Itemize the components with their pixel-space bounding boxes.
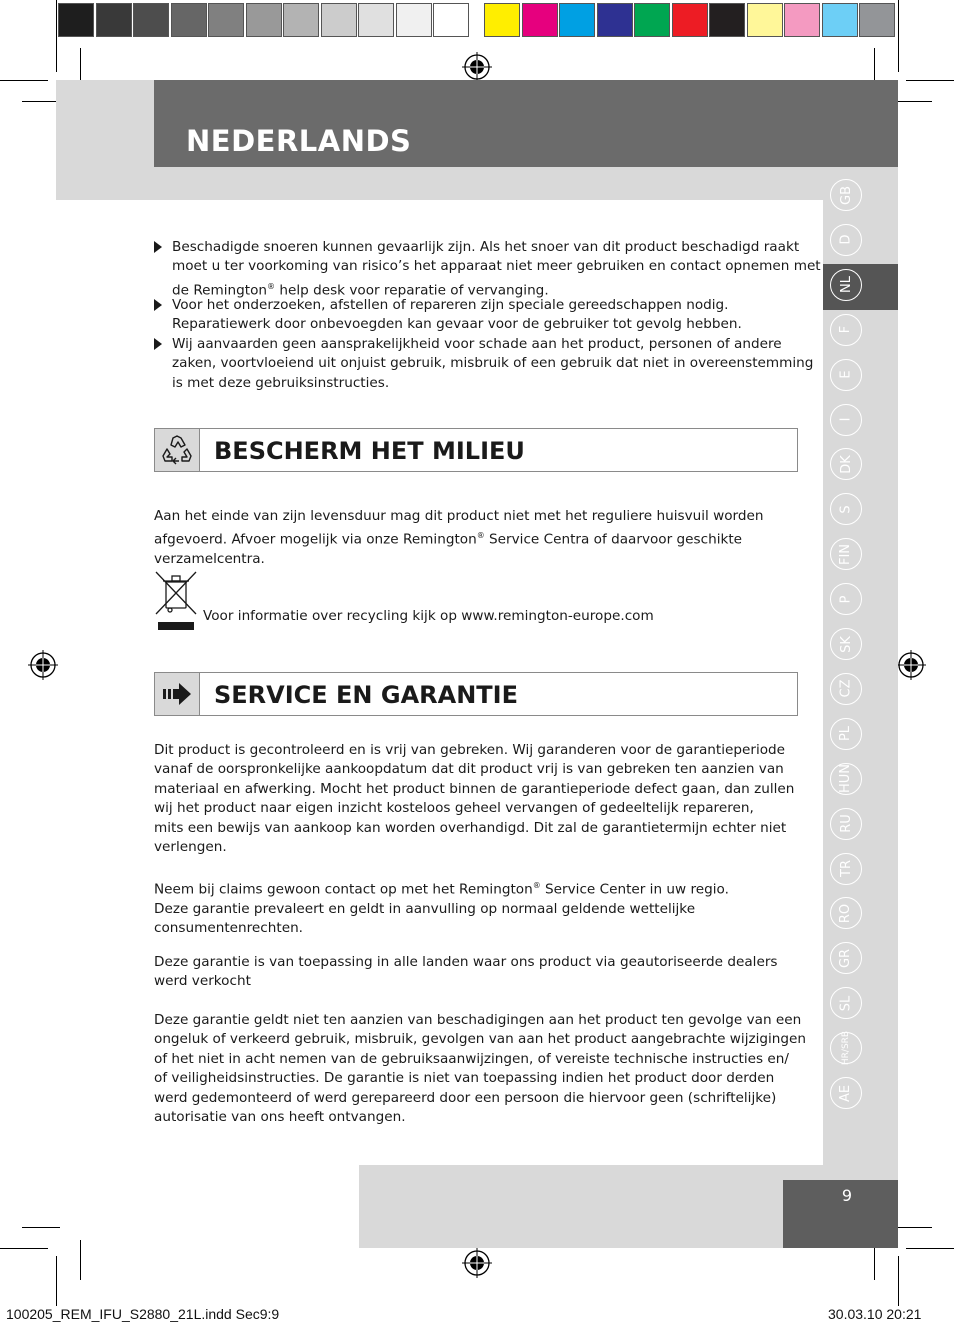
language-tab-label: PL — [838, 726, 854, 742]
color-swatch — [784, 3, 820, 37]
text-line: of het niet in acht nemen van de gebruiksaanwijzingen, of vereiste technische instructies en/ — [154, 1050, 789, 1067]
color-swatch — [522, 3, 558, 37]
language-tab-label: GB — [838, 185, 854, 205]
language-tab-cz[interactable] — [830, 673, 862, 705]
language-tab-hr-srb[interactable] — [830, 1032, 862, 1064]
language-tab-label: CZ — [838, 679, 854, 698]
language-tab-fin[interactable] — [830, 538, 862, 570]
color-swatch — [747, 3, 783, 37]
grey-swatch — [321, 3, 357, 37]
language-tab-label: TR — [838, 860, 854, 877]
color-swatch — [709, 3, 745, 37]
language-tab-sk[interactable] — [830, 628, 862, 660]
section-title: BESCHERM HET MILIEU — [214, 437, 525, 465]
warranty-paragraph-2 — [154, 876, 814, 939]
grey-swatch — [283, 3, 319, 37]
environment-section-header — [154, 428, 798, 472]
text-line: Deze garantie is van toepassing in alle landen waar ons product via geautoriseerde dealers — [154, 954, 778, 970]
bullet-text: Wij aanvaarden geen aansprakelijkheid voor schade aan het product, personen of andere zaken, voortvloeiend uit onjuist gebruik, misbruik of een gebruik dat niet in overeenstemming is met deze gebruiksinstructies. — [172, 336, 814, 391]
grey-swatch — [208, 3, 244, 37]
language-tab-label: AE — [838, 1084, 854, 1102]
language-tab-label: P — [838, 595, 854, 604]
paragraph-text: Service Centra of daarvoor geschikte verzamelcentra. — [154, 531, 743, 568]
language-tab-label: GR — [838, 948, 854, 968]
text-line: of veiligheidsinstructies. De garantie is niet van toepassing indien het product door derden — [154, 1070, 775, 1087]
grey-swatch — [171, 3, 207, 37]
text-line: werd verkocht — [154, 973, 251, 990]
language-tab-label: SL — [838, 995, 854, 1011]
text-line: verlengen. — [154, 839, 227, 856]
environment-paragraph — [154, 507, 794, 570]
text-line: ongeluk of verkeerd gebruik, misbruik, gevolgen van aan het product aangebrachte wijzigingen — [154, 1031, 807, 1048]
language-tab-p[interactable] — [830, 583, 862, 615]
language-tab-label: NL — [838, 276, 854, 294]
language-tab-pl[interactable] — [830, 718, 862, 750]
recycling-info: Voor informatie over recycling kijk op www.remington-europe.com — [203, 608, 654, 624]
grey-swatch — [246, 3, 282, 37]
text-line: vanaf de oorspronkelijke aankoopdatum dat dit product vrij is van gebreken ten aanzien van — [154, 761, 784, 778]
crossed-bin-icon — [154, 570, 198, 632]
text-span: Service Center in uw regio. — [540, 881, 729, 898]
language-tab-label: HUN — [838, 764, 854, 794]
color-swatch — [672, 3, 708, 37]
text-line: Deze garantie prevaleert en geldt in aanvulling op normaal geldende wettelijke — [154, 900, 696, 917]
language-tab-nl[interactable] — [830, 269, 862, 301]
list-item — [154, 296, 824, 335]
language-tab-f[interactable] — [830, 314, 862, 346]
list-item — [154, 335, 824, 393]
language-tab-e[interactable] — [830, 359, 862, 391]
text-line: materiaal en afwerking. Mocht het product binnen de garantieperiode defect gaan, dan zullen — [154, 780, 795, 797]
language-tab-label: SK — [838, 635, 854, 653]
grey-swatch — [433, 3, 469, 37]
language-tab-hun[interactable] — [830, 763, 862, 795]
language-tab-label: E — [838, 370, 854, 379]
language-tab-gb[interactable] — [830, 179, 862, 211]
color-swatch — [484, 3, 520, 37]
bullet-arrow-icon — [154, 241, 162, 253]
registered-mark: ® — [267, 281, 276, 291]
language-tab-label: FIN — [838, 543, 854, 565]
color-swatch — [859, 3, 895, 37]
arrow-right-icon — [155, 673, 200, 715]
language-tab-ru[interactable] — [830, 808, 862, 840]
bullet-arrow-icon — [154, 338, 162, 350]
bullet-text: Voor het onderzoeken, afstellen of repareren zijn speciale gereedschappen nodig. Reparatiewerk door onbevoegden kan gevaar voor de gebruiker tot gevolg hebben. — [172, 297, 742, 333]
grey-swatch — [96, 3, 132, 37]
text-line: mits een bewijs van aankoop kan worden overhandigd. Dit zal de garantietermijn echter niet — [154, 819, 787, 836]
registered-mark: ® — [476, 531, 485, 541]
list-item — [154, 238, 824, 301]
language-tab-label: F — [838, 325, 854, 334]
text-line: consumentenrechten. — [154, 920, 304, 937]
service-section-header — [154, 672, 798, 716]
registration-mark-icon — [896, 650, 926, 680]
language-tab-label: RO — [838, 903, 854, 924]
text-line: Dit product is gecontroleerd en is vrij van gebreken. Wij garanderen voor de garantieperiode — [154, 742, 786, 758]
language-tab-tr[interactable] — [830, 853, 862, 885]
text-line: wij het product naar eigen inzicht kosteloos geheel vervangen of gedeeltelijk repareren, — [154, 800, 754, 817]
language-tab-label: I — [838, 417, 854, 422]
warranty-paragraph-1 — [154, 741, 814, 857]
color-swatch — [634, 3, 670, 37]
grey-swatch — [58, 3, 94, 37]
grey-swatch — [396, 3, 432, 37]
print-timestamp: 30.03.10 20:21 — [828, 1306, 922, 1322]
language-tab-label: RU — [838, 814, 854, 833]
language-tab-label: D — [838, 234, 854, 245]
registered-mark: ® — [532, 881, 541, 890]
paragraph-text: Aan het einde van zijn levensduur mag dit product niet met het reguliere huisvuil worden afgevoerd. Afvoer mogelijk via onze Remington — [154, 508, 764, 548]
language-tab-label: DK — [838, 455, 854, 474]
registration-mark-icon — [28, 650, 58, 680]
grey-swatch — [133, 3, 169, 37]
bullet-arrow-icon — [154, 299, 162, 311]
color-swatch — [597, 3, 633, 37]
text-line: autorisatie van ons heeft ontvangen. — [154, 1109, 406, 1126]
warranty-paragraph-3 — [154, 953, 814, 992]
bullet-text: help desk voor reparatie of vervanging. — [275, 282, 549, 299]
registration-mark-icon — [462, 1248, 492, 1278]
language-tab-label: S — [838, 505, 854, 514]
grey-swatch — [358, 3, 394, 37]
text-span: Neem bij claims gewoon contact op met het Remington — [154, 881, 533, 898]
color-swatch — [559, 3, 595, 37]
recycle-icon — [155, 429, 200, 471]
registration-mark-icon — [462, 52, 492, 82]
language-tab-d[interactable] — [830, 224, 862, 256]
language-tab-label: HR/SRB — [841, 1030, 852, 1066]
text-line: werd gedemonteerd of werd gerepareerd door een persoon die hiervoor geen (schriftelijke) — [154, 1089, 777, 1106]
text-line — [154, 876, 814, 900]
section-title: SERVICE EN GARANTIE — [214, 681, 518, 709]
bullet-text: Beschadigde snoeren kunnen gevaarlijk zijn. Als het snoer van dit product beschadigd raakt moet u ter voorkoming van risico’s het apparaat niet meer gebruiken en contact opnemen met de Remington — [172, 239, 821, 299]
warranty-paragraph-4 — [154, 1011, 814, 1127]
language-tab-sl[interactable] — [830, 987, 862, 1019]
language-tab-ae[interactable] — [830, 1077, 862, 1109]
page-title: NEDERLANDS — [186, 124, 412, 158]
language-tab-i[interactable] — [830, 404, 862, 436]
file-slug: 100205_REM_IFU_S2880_21L.indd Sec9:9 — [6, 1306, 280, 1322]
color-swatch — [822, 3, 858, 37]
color-calibration-bar — [0, 0, 954, 40]
page-number: 9 — [841, 1186, 853, 1205]
text-line: Deze garantie geldt niet ten aanzien van beschadigingen aan het product ten gevolge van een — [154, 1012, 802, 1028]
